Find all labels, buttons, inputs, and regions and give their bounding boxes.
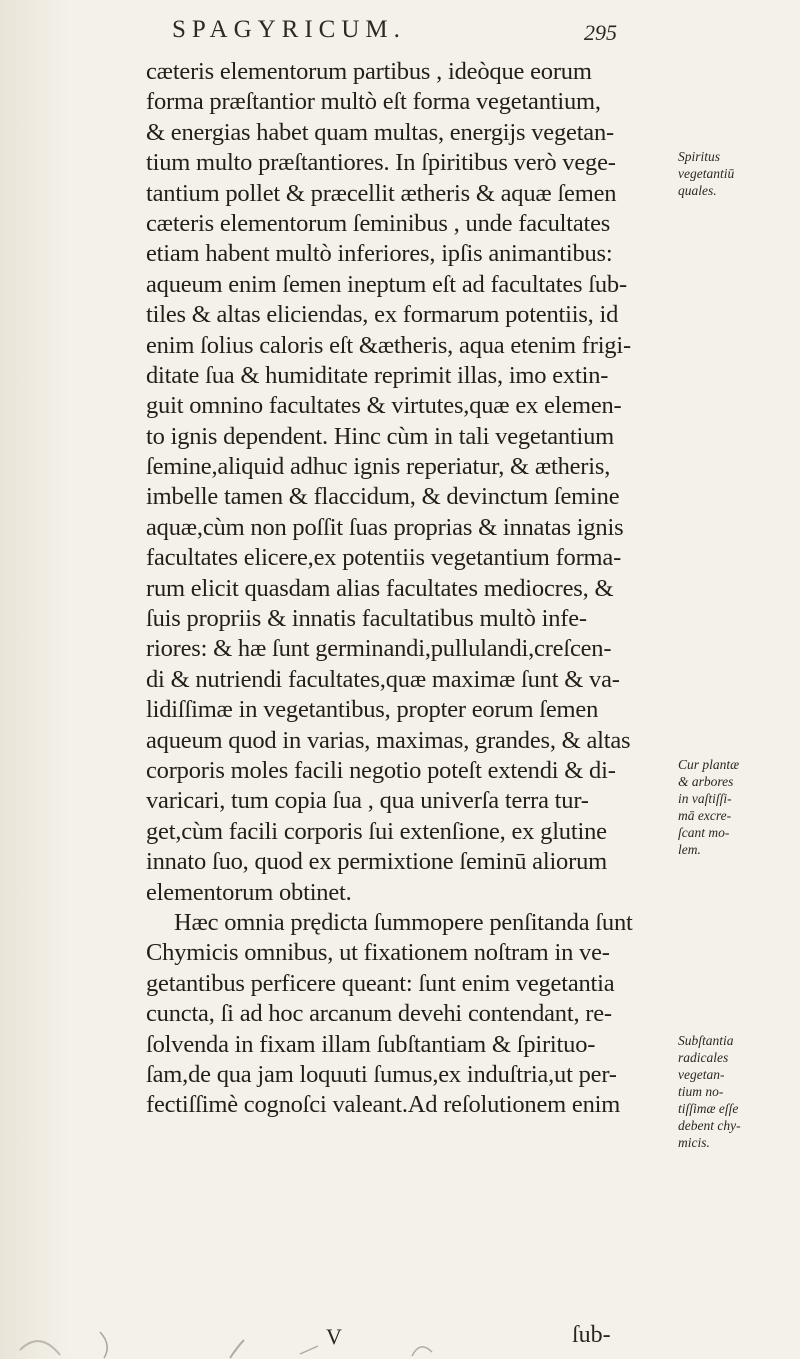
margin-note-line: tium no- [678,1084,724,1099]
text-line: cuncta, ſi ad hoc arcanum devehi contendant, re- [146,1000,612,1028]
catchword: ſub- [572,1322,611,1348]
text-line: ſuis propriis & innatis facultatibus multò infe- [146,605,587,633]
text-line: enim ſolius caloris eſt &ætheris, aqua etenim frigi- [146,331,631,359]
text-line: riores: & hæ ſunt germinandi,pullulandi,creſcen- [146,635,612,663]
text-line: tantium pollet & præcellit ætheris & aquæ ſemen [146,179,617,207]
text-line: cæteris elementorum partibus , ideòque eorum [146,58,592,85]
text-line: varicari, tum copia ſua , qua univerſa terra tur- [146,787,589,815]
page-gutter-shadow [0,0,70,1359]
text-line: Chymicis omnibus, ut fixationem noſtram in ve- [146,939,610,967]
margin-note-cur-plantae [678,756,798,858]
margin-note-line: micis. [678,1135,710,1150]
text-line: ſemine,aliquid adhuc ignis reperiatur, & ætheris, [146,453,611,481]
text-line: cæteris elementorum ſeminibus , unde facultates [146,209,611,237]
text-line: aqueum quod in varias, maximas, grandes, & altas [146,726,631,754]
text-line: ſolvenda in fixam illam ſubſtantiam & ſpirituo- [146,1030,596,1058]
text-line: tium multo præſtantiores. In ſpiritibus verò vege- [146,149,616,177]
text-line: tiles & altas eliciendas, ex formarum potentiis, id [146,301,619,329]
text-line: imbelle tamen & flaccidum, & devinctum ſemine [146,483,620,511]
main-text-block [146,57,666,1121]
margin-note-substantiae [678,1032,798,1151]
text-line: rum elicit quasdam alias facultates mediocres, & [146,574,614,602]
margin-note-line: radicales [678,1050,729,1065]
text-line: to ignis dependent. Hinc cùm in tali vegetantium [146,422,615,450]
text-line: forma præſtantior multò eſt forma vegetantium, [146,88,601,116]
text-line: etiam habent multò inferiores, ipſis animantibus: [146,240,613,268]
margin-note-line: mā excre- [678,808,732,823]
text-line: facultates elicere,ex potentiis vegetantium forma- [146,544,622,572]
text-line: Hæc omnia prędicta ſummopere penſitanda ſunt [174,908,633,936]
text-line: getantibus perficere queant: ſunt enim vegetantia [146,969,615,997]
text-line: di & nutriendi facultates,quæ maximæ ſunt & va- [146,665,620,693]
margin-note-line: Spiritus [678,149,721,164]
margin-note-line: Subſtantia [678,1033,734,1048]
bottom-edge-stains [0,1300,520,1359]
text-line: corporis moles facili negotio poteſt extendi & di- [146,756,616,784]
margin-note-line: Cur plantæ [678,757,740,772]
margin-note-line: & arbores [678,774,734,789]
text-line: get,cùm facili corporis ſui extenſione, ex glutine [146,817,607,845]
margin-note-spiritus [678,148,798,199]
margin-note-line: tiſſimæ eſſe [678,1101,739,1116]
text-line: ſam,de qua jam loquuti ſumus,ex induſtria,ut per- [146,1060,617,1088]
margin-note-line: vegetantiū [678,166,735,181]
text-line: & energias habet quam multas, energijs vegetan- [146,118,614,146]
margin-note-line: debent chy- [678,1118,741,1133]
text-line: guit omnino facultates & virtutes,quæ ex elemen- [146,392,622,420]
text-line: ditate ſua & humiditate reprimit illas, imo extin- [146,361,609,389]
margin-note-line: vegetan- [678,1067,725,1082]
text-line: aquæ,cùm non poſſit ſuas proprias & innatas ignis [146,513,624,541]
text-line: fectiſſimè cognoſci valeant.Ad reſolutionem enim [146,1091,621,1119]
text-line: elementorum obtinet. [146,878,352,906]
margin-note-line: quales. [678,183,717,198]
signature-mark: V [326,1324,342,1349]
page-number: 295 [584,20,617,45]
margin-note-line: ſcant mo- [678,825,730,840]
text-line: aqueum enim ſemen ineptum eſt ad facultates ſub- [146,270,627,298]
margin-note-line: in vaſtiſſi- [678,791,732,806]
text-line: lidiſſimæ in vegetantibus, propter eorum ſemen [146,696,599,724]
running-title: SPAGYRICUM. [172,16,406,43]
text-line: innato ſuo, quod ex permixtione ſeminū aliorum [146,848,607,876]
margin-note-line: lem. [678,842,701,857]
